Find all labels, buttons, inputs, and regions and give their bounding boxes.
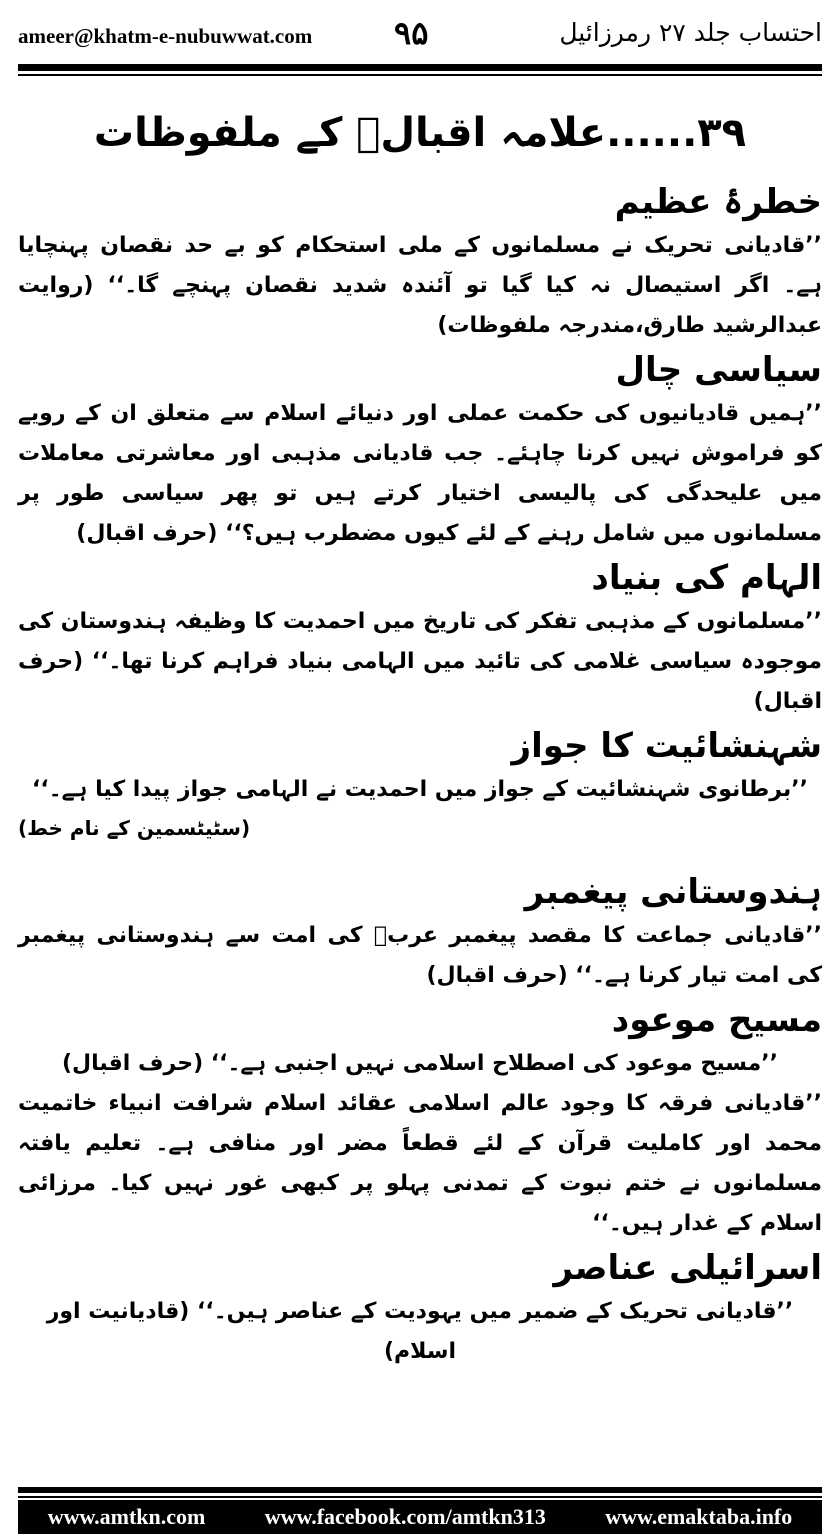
footer-link-facebook[interactable]: www.facebook.com/amtkn313 — [264, 1504, 546, 1529]
section-siyasi-chaal — [18, 346, 822, 554]
header-rule-thick — [18, 64, 822, 71]
footer-rule-thick — [18, 1487, 822, 1493]
footer-rule-thin — [18, 1496, 822, 1498]
section-maseeh-mauood — [18, 996, 822, 1244]
page-title: ۳۹......علامہ اقبالؒ کے ملفوظات — [93, 110, 747, 156]
section-shahanshaiyat-ka-jawaz — [18, 722, 822, 846]
section-paragraph: ’’قادیانی تحریک کے ضمیر میں یہودیت کے عناصر ہیں۔‘‘ (قادیانیت اور اسلام) — [46, 1299, 794, 1364]
section-heading: الہام کی بنیاد — [591, 558, 822, 598]
section-israeli-anasir — [18, 1244, 822, 1372]
page-header — [18, 12, 822, 60]
section-heading: سیاسی چال — [615, 350, 822, 390]
section-paragraph: ’’مسلمانوں کے مذہبی تفکر کی تاریخ میں احمدیت کا وظیفہ ہندوستان کی موجودہ سیاسی غلامی کی تائید میں الہامی بنیاد فراہم کرنا تھا۔‘‘ (حرف اقبال) — [18, 609, 822, 714]
section-paragraph: ’’قادیانی تحریک نے مسلمانوں کے ملی استحکام کو بے حد نقصان پہنچایا ہے۔ اگر استیصال نہ کیا گیا تو آئندہ شدید نقصان پہنچے گا۔‘‘ (روایت عبدالرشید طارق،مندرجہ ملفوظات) — [18, 233, 822, 338]
section-hindustani-paighambar — [18, 868, 822, 996]
section-citation: (سٹیٹسمین کے نام خط) — [18, 816, 251, 840]
page-number: ۹۵ — [394, 14, 429, 52]
section-paragraph: ’’قادیانی فرقہ کا وجود عالم اسلامی عقائد اسلام شرافت انبیاء خاتمیت محمد اور کاملیت قرآن کے لئے قطعاً مضر اور منافی ہے۔ تعلیم یافتہ مسلمانوں نے ختم نبوت کے تمدنی پہلو پر کبھی غور نہیں کیا۔ مرزائی اسلام کے غدار ہیں۔‘‘ — [18, 1091, 822, 1236]
footer-link-emaktaba[interactable]: www.emaktaba.info — [605, 1504, 793, 1529]
section-khatra-azeem — [18, 178, 822, 346]
section-paragraph: ’’ہمیں قادیانیوں کی حکمت عملی اور دنیائے اسلام سے متعلق ان کے رویے کو فراموش نہیں کرنا چاہئے۔ جب قادیانی مذہبی اور معاشرتی معاملات میں علیحدگی کی پالیسی اختیار کرتے ہیں تو پھر سیاسی طور پر مسلمانوں میں شامل رہنے کے لئے کیوں مضطرب ہیں؟‘‘ (حرف اقبال) — [18, 401, 822, 546]
section-paragraph: ’’برطانوی شہنشائیت کے جواز میں احمدیت نے الہامی جواز پیدا کیا ہے۔‘‘ — [32, 777, 808, 802]
section-heading: خطرۂ عظیم — [614, 182, 822, 222]
section-heading: شہنشائیت کا جواز — [511, 726, 822, 766]
section-paragraph: ’’قادیانی جماعت کا مقصد پیغمبر عربؐ کی امت سے ہندوستانی پیغمبر کی امت تیار کرنا ہے۔‘‘ (حرف اقبال) — [18, 923, 822, 988]
section-paragraph: ’’مسیح موعود کی اصطلاح اسلامی نہیں اجنبی ہے۔‘‘ (حرف اقبال) — [61, 1051, 779, 1076]
header-email: ameer@khatm-e-nubuwwat.com — [18, 24, 313, 48]
book-title: احتساب جلد ۲۷ رمرزائیل — [559, 18, 822, 47]
page-content — [18, 88, 822, 1372]
section-heading: ہندوستانی پیغمبر — [524, 872, 822, 912]
section-heading: اسرائیلی عناصر — [553, 1248, 822, 1288]
section-heading: مسیح موعود — [611, 1000, 822, 1040]
section-ilham-ki-bunyad — [18, 554, 822, 722]
header-rule-thin — [18, 74, 822, 76]
page-footer — [18, 1500, 822, 1534]
footer-link-amtkn[interactable]: www.amtkn.com — [47, 1504, 206, 1529]
